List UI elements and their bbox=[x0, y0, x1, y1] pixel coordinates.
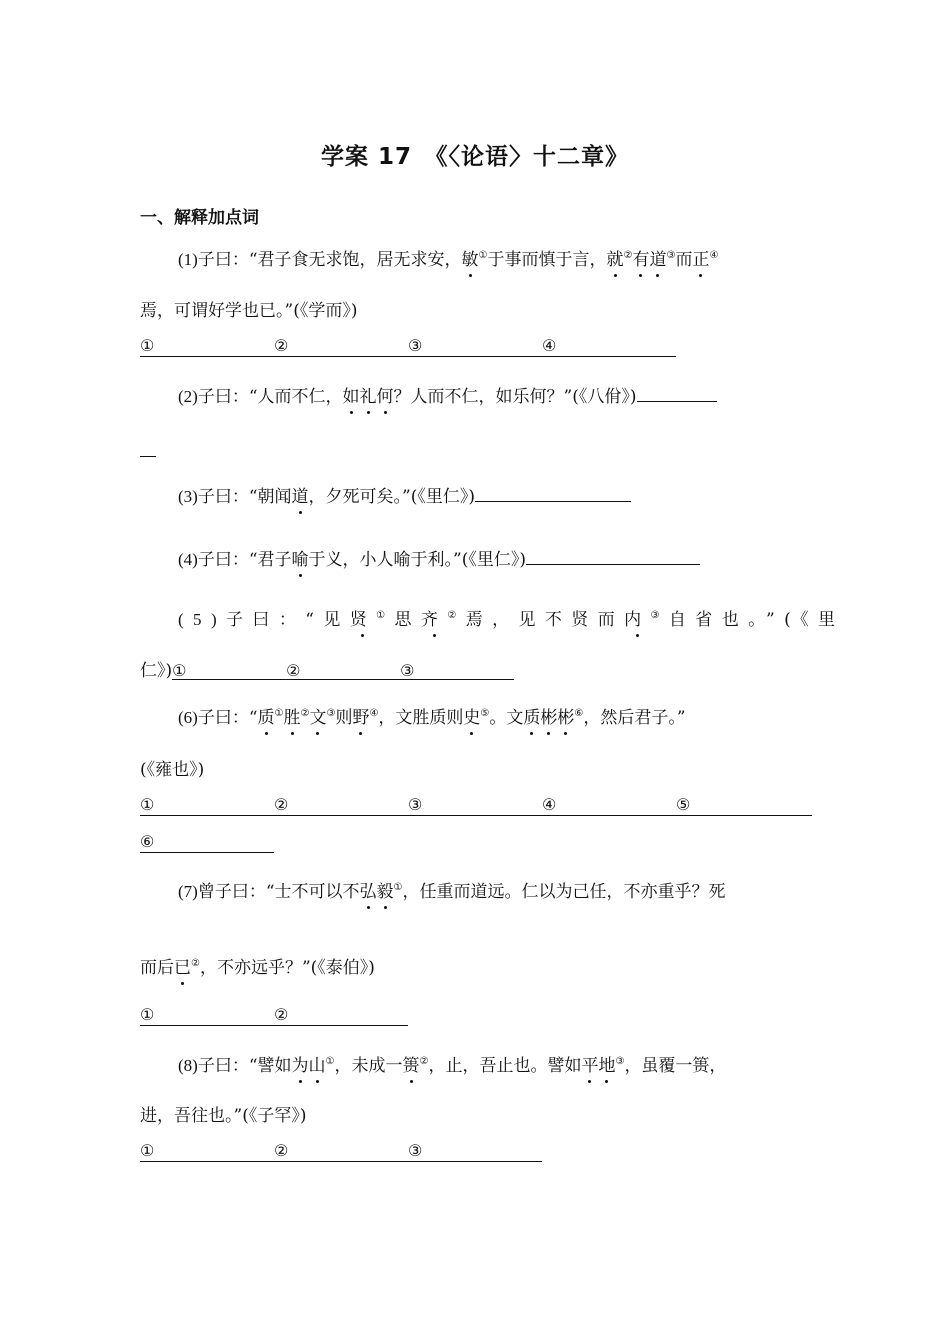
page-title: 学案 17 《〈论语〉十二章》 bbox=[320, 144, 629, 170]
question-text: ，虽覆一篑， bbox=[624, 1056, 727, 1076]
dotted-char: 野 bbox=[352, 708, 370, 728]
question-3 bbox=[140, 483, 850, 509]
circled-number-label: ④ bbox=[542, 336, 557, 355]
answer-blank[interactable] bbox=[542, 795, 676, 816]
question-number: (8) bbox=[178, 1056, 198, 1075]
answer-blank[interactable] bbox=[274, 795, 408, 816]
circled-number-marker: ① bbox=[274, 708, 284, 719]
question-8-line-1 bbox=[140, 1054, 850, 1078]
answer-blank[interactable] bbox=[408, 795, 542, 816]
circled-number-label: ② bbox=[274, 1141, 289, 1160]
dotted-char: 平 bbox=[581, 1056, 599, 1076]
question-text: ，任重而道远。仁以为己任，不亦重乎？死 bbox=[402, 882, 726, 902]
dotted-char: 何 bbox=[376, 387, 394, 407]
answer-blank-2-continued bbox=[140, 436, 156, 458]
circled-number-label: ③ bbox=[400, 661, 415, 680]
answer-blank[interactable] bbox=[400, 659, 514, 680]
circled-number-marker: ① bbox=[478, 250, 488, 261]
question-text: ，文胜质则 bbox=[378, 708, 464, 728]
dotted-char: 已 bbox=[174, 958, 191, 978]
dotted-char: 有 bbox=[632, 250, 650, 270]
question-text: 曾子曰：“士不可以不 bbox=[197, 882, 360, 902]
question-number: (2) bbox=[178, 387, 198, 406]
circled-number-label: ① bbox=[172, 661, 187, 680]
question-text: 子曰：“譬如 bbox=[197, 1056, 292, 1076]
section-heading: 一、解释加点词 bbox=[140, 208, 259, 228]
circled-number-marker: ② bbox=[447, 610, 466, 621]
circled-number-marker: ③ bbox=[650, 610, 669, 621]
question-text: ？人而不仁，如乐何？”(《八佾》) bbox=[393, 387, 637, 407]
answer-blanks-7 bbox=[140, 1005, 408, 1027]
answer-blanks-1 bbox=[140, 336, 676, 358]
question-5-line-2 bbox=[140, 659, 812, 683]
dotted-char: 道 bbox=[291, 487, 309, 507]
dotted-char: 地 bbox=[598, 1056, 616, 1076]
dotted-char: 彬 bbox=[540, 708, 558, 728]
dotted-char: 史 bbox=[463, 708, 481, 728]
dotted-char: 弘 bbox=[359, 882, 377, 902]
question-text: 子曰：“君子 bbox=[197, 550, 292, 570]
question-7-line-1 bbox=[140, 880, 850, 904]
answer-blank[interactable] bbox=[542, 336, 676, 357]
dotted-char: 毅 bbox=[376, 882, 394, 902]
circled-number-label: ② bbox=[274, 1005, 289, 1024]
circled-number-label: ① bbox=[140, 795, 155, 814]
answer-blank[interactable] bbox=[172, 659, 286, 680]
answer-blank[interactable] bbox=[637, 383, 717, 402]
dotted-char: 山 bbox=[308, 1056, 326, 1076]
question-text: ，不亦远乎？”(《泰伯》) bbox=[199, 958, 375, 978]
circled-number-label: ① bbox=[140, 1005, 155, 1024]
answer-blank[interactable] bbox=[286, 659, 400, 680]
circled-number-label: ⑤ bbox=[676, 795, 691, 814]
circled-number-marker: ③ bbox=[326, 708, 336, 719]
circled-number-label: ② bbox=[286, 661, 301, 680]
circled-number-marker: ③ bbox=[615, 1056, 625, 1067]
question-text: 而后 bbox=[140, 958, 174, 978]
circled-number-label: ③ bbox=[408, 795, 423, 814]
question-text: 子曰：“君子食无求饱，居无求安， bbox=[197, 250, 462, 270]
question-text: ，夕死可矣。”(《里仁》) bbox=[308, 487, 475, 507]
circled-number-marker: ④ bbox=[369, 708, 379, 719]
question-text: 子曰：“人而不仁， bbox=[197, 387, 343, 407]
question-number: (4) bbox=[178, 550, 198, 569]
answer-blank[interactable] bbox=[676, 795, 812, 816]
dotted-char: 胜 bbox=[283, 708, 301, 728]
answer-blank[interactable] bbox=[140, 1141, 274, 1162]
circled-number-marker: ④ bbox=[709, 250, 719, 261]
dotted-char: 质 bbox=[257, 708, 275, 728]
circled-number-label: ③ bbox=[408, 1141, 423, 1160]
circled-number-label: ④ bbox=[542, 795, 557, 814]
circled-number-marker: ② bbox=[300, 708, 310, 719]
answer-blank[interactable] bbox=[140, 336, 274, 357]
question-text: 自省也。”(《里 bbox=[668, 610, 845, 630]
question-number: (7) bbox=[178, 882, 198, 901]
dotted-char: 就 bbox=[606, 250, 624, 270]
circled-number-marker: ① bbox=[325, 1056, 335, 1067]
answer-blank[interactable] bbox=[274, 336, 408, 357]
dotted-char: 彬 bbox=[557, 708, 575, 728]
question-number: (5) bbox=[178, 610, 227, 629]
dotted-char: 内 bbox=[624, 610, 651, 630]
circled-number-marker: ② bbox=[623, 250, 633, 261]
answer-blank[interactable] bbox=[274, 1141, 408, 1162]
answer-blanks-8 bbox=[140, 1141, 542, 1163]
question-text: ，然后君子。” bbox=[583, 708, 686, 728]
circled-number-label: ② bbox=[274, 336, 289, 355]
question-7-line-2 bbox=[140, 956, 812, 980]
question-1-line-1 bbox=[140, 248, 850, 272]
circled-number-label: ① bbox=[140, 336, 155, 355]
question-text: 子曰：“ bbox=[197, 708, 258, 728]
question-number: (3) bbox=[178, 487, 198, 506]
dotted-char: 为 bbox=[291, 1056, 309, 1076]
circled-number-marker: ① bbox=[376, 610, 395, 621]
answer-blank[interactable] bbox=[526, 546, 700, 565]
question-6-line-2: (《雍也》) bbox=[140, 760, 205, 780]
question-number: (1) bbox=[178, 250, 198, 269]
question-text: 子曰：“朝闻 bbox=[197, 487, 292, 507]
circled-number-marker: ② bbox=[191, 958, 200, 969]
question-4 bbox=[140, 546, 850, 572]
circled-number-marker: ① bbox=[393, 882, 403, 893]
question-text: 于事而慎于言， bbox=[487, 250, 607, 270]
question-text: 焉，见不贤而 bbox=[465, 610, 625, 630]
question-6-line-1 bbox=[140, 706, 850, 730]
dotted-char: 敏 bbox=[461, 250, 479, 270]
answer-blank[interactable] bbox=[408, 336, 542, 357]
question-text: 而 bbox=[675, 250, 693, 270]
question-text: ，止，吾止也。譬如 bbox=[428, 1056, 582, 1076]
dotted-char: 篑 bbox=[402, 1056, 420, 1076]
dotted-char: 如 bbox=[342, 387, 360, 407]
answer-blank[interactable] bbox=[475, 483, 631, 502]
question-2-line-1 bbox=[140, 383, 850, 409]
answer-blank[interactable] bbox=[140, 795, 274, 816]
dotted-char: 贤 bbox=[349, 610, 377, 630]
circled-number-marker: ⑤ bbox=[480, 708, 490, 719]
dotted-char: 礼 bbox=[359, 387, 377, 407]
question-text: 仁》) bbox=[140, 661, 173, 681]
question-text: ，未成一 bbox=[334, 1056, 403, 1076]
question-number: (6) bbox=[178, 708, 198, 727]
answer-blanks-6a bbox=[140, 795, 812, 817]
circled-number-label: ① bbox=[140, 1141, 155, 1160]
dotted-char: 质 bbox=[523, 708, 541, 728]
dotted-char: 喻 bbox=[291, 550, 309, 570]
dotted-char: 道 bbox=[649, 250, 667, 270]
question-text: 于义，小人喻于利。”(《里仁》) bbox=[308, 550, 526, 570]
answer-blank[interactable] bbox=[408, 1141, 542, 1162]
dotted-char: 文 bbox=[309, 708, 327, 728]
question-text: 。文 bbox=[489, 708, 524, 728]
circled-number-marker: ⑥ bbox=[574, 708, 584, 719]
circled-number-marker: ③ bbox=[666, 250, 676, 261]
question-text: 子曰：“见 bbox=[226, 610, 350, 630]
circled-number-label: ⑥ bbox=[140, 832, 155, 851]
dotted-char: 齐 bbox=[420, 610, 448, 630]
question-1-line-2: 焉，可谓好学也已。”(《学而》) bbox=[140, 301, 358, 321]
circled-number-label: ③ bbox=[408, 336, 423, 355]
question-text: 思 bbox=[394, 610, 421, 630]
question-5-line-1 bbox=[140, 608, 850, 632]
circled-number-marker: ② bbox=[419, 1056, 429, 1067]
dotted-char: 正 bbox=[692, 250, 710, 270]
question-8-line-2: 进，吾往也。”(《子罕》) bbox=[140, 1106, 307, 1126]
answer-blanks-6b bbox=[140, 832, 274, 854]
answer-blank[interactable] bbox=[140, 1005, 274, 1026]
circled-number-label: ② bbox=[274, 795, 289, 814]
answer-blank[interactable] bbox=[274, 1005, 408, 1026]
answer-blank[interactable] bbox=[140, 436, 156, 457]
answer-blank[interactable] bbox=[140, 832, 274, 853]
question-text: 则 bbox=[335, 708, 353, 728]
